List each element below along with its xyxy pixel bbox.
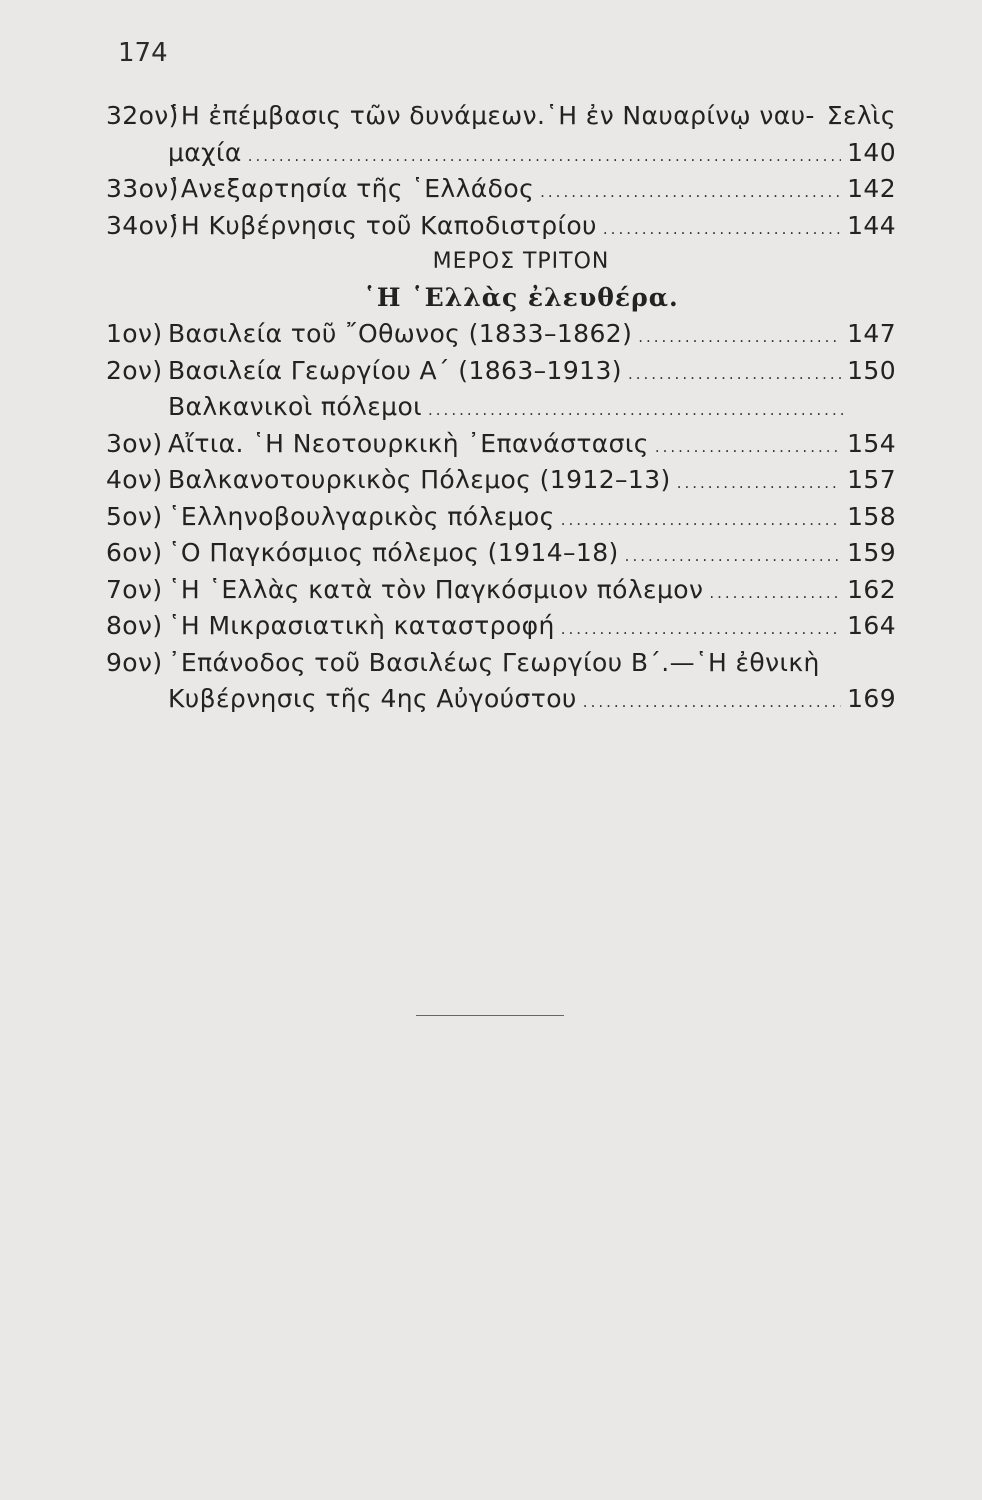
entry-number: 7ον) (106, 574, 163, 604)
entry-number: 9ον) (106, 647, 163, 677)
entry-number: 32ον) (106, 101, 179, 130)
part-heading: ΜΕΡΟΣ ΤΡΙΤΟΝ (432, 249, 610, 274)
entry-title: Βασιλεία Γεωργίου Α΄ (1863–1913) (168, 355, 622, 385)
toc-entry (106, 572, 896, 609)
entry-page: 158 (847, 501, 896, 531)
toc-subheading (106, 389, 896, 426)
entry-number: 1ον) (106, 319, 163, 348)
dot-leader (677, 465, 841, 502)
entry-title: ῾Ο Παγκόσμιος πόλεμος (1914–18) (168, 538, 619, 567)
entry-title: Βαλκανοτουρκικὸς Πόλεμος (1912–13) (168, 465, 671, 494)
dot-leader (603, 211, 841, 248)
entry-page: 157 (847, 465, 896, 494)
toc-entry (106, 426, 896, 463)
toc-entry (106, 499, 896, 536)
entry-title: Βασιλεία τοῦ ῎Οθωνος (1833–1862) (168, 319, 633, 348)
entry-page: 140 (847, 137, 896, 167)
toc-entry (106, 98, 896, 171)
dot-leader (638, 319, 841, 356)
dot-leader (428, 392, 844, 429)
entry-title: ῾Η ἐπέμβασις τῶν δυνάμεων.῾Η ἐν Ναυαρίνῳ ναυ- (168, 101, 815, 130)
toc-entry (106, 645, 896, 718)
entry-page: 164 (847, 611, 896, 640)
dot-leader (583, 684, 841, 721)
entry-page: 169 (847, 684, 896, 713)
table-of-contents (106, 98, 896, 718)
entry-number: 2ον) (106, 355, 163, 385)
subheading-title: Βαλκανικοὶ πόλεμοι (168, 392, 423, 421)
entry-number: 3ον) (106, 428, 163, 458)
entry-title: ῾Η Μικρασιατικὴ καταστροφή (168, 611, 555, 640)
dot-leader (248, 138, 841, 175)
dot-leader (625, 538, 841, 575)
entry-number: 5ον) (106, 501, 163, 531)
entry-page: 162 (847, 574, 896, 604)
entry-number: 6ον) (106, 538, 163, 567)
entry-title-continuation: Κυβέρνησις τῆς 4ης Αὐγούστου (168, 684, 577, 713)
dot-leader (540, 174, 841, 211)
toc-entry (106, 462, 896, 499)
toc-entry (106, 535, 896, 572)
entry-page: 159 (847, 538, 896, 567)
entry-page: 142 (847, 174, 896, 203)
entry-title: Αἴτια. ῾Η Νεοτουρκικὴ ᾿Επανάστασις (168, 428, 649, 458)
dot-leader (655, 429, 841, 466)
entry-page: 144 (847, 210, 896, 240)
toc-entry (106, 608, 896, 645)
part-title: ῾Η ῾Ελλὰς ἐλευθέρα. (363, 283, 679, 312)
dot-leader (561, 502, 841, 539)
toc-entry (106, 171, 896, 208)
dot-leader (709, 575, 841, 612)
dot-leader (561, 611, 841, 648)
entry-number: 33ον) (106, 174, 179, 203)
entry-page: 154 (847, 428, 896, 458)
entry-title: ῾Η Κυβέρνησις τοῦ Καποδιστρίου (168, 210, 597, 240)
entry-title: ᾿Ανεξαρτησία τῆς ῾Ελλάδος (168, 174, 535, 203)
entry-number: 8ον) (106, 611, 163, 640)
dot-leader (628, 356, 841, 393)
page-number: 174 (118, 38, 168, 68)
entry-number: 4ον) (106, 465, 163, 494)
entry-title: ᾿Επάνοδος τοῦ Βασιλέως Γεωργίου Β΄.—῾Η ἐθνικὴ (168, 647, 820, 677)
toc-entry (106, 353, 896, 390)
entry-page: 147 (847, 319, 896, 348)
page-column-header: Σελὶς (826, 101, 896, 130)
closing-rule (416, 1015, 564, 1016)
entry-title-continuation: μαχία (168, 137, 242, 167)
entry-title: ῾Η ῾Ελλὰς κατὰ τὸν Παγκόσμιον πόλεμον (168, 574, 704, 604)
entry-title: ῾Ελληνοβουλγαρικὸς πόλεμος (168, 501, 555, 531)
entry-page: 150 (847, 355, 896, 385)
toc-entry (106, 208, 896, 245)
toc-entry (106, 316, 896, 353)
entry-number: 34ον) (106, 210, 179, 240)
